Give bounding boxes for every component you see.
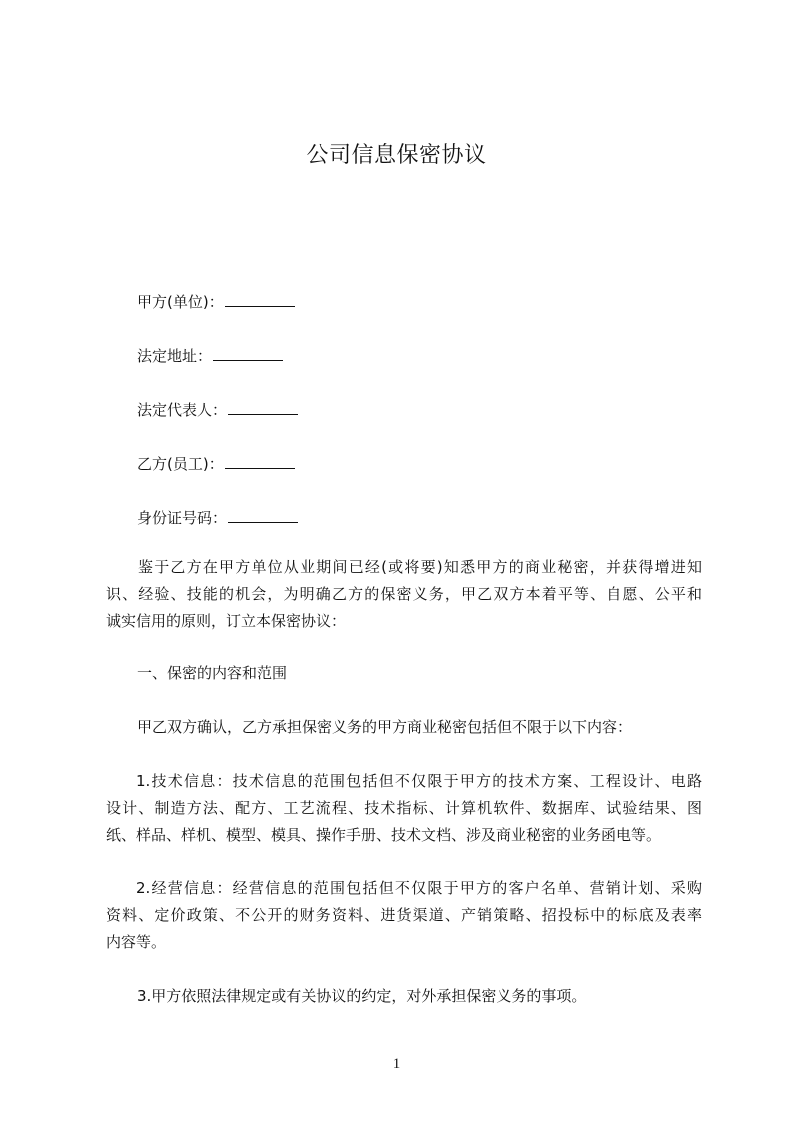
legal-representative-label: 法定代表人： (137, 401, 228, 419)
preamble-line: 诚实信用的原则，订立本保密协议： (106, 612, 347, 630)
legal-representative-blank (228, 400, 298, 415)
item-1-technical-info (106, 768, 702, 849)
preamble-paragraph (106, 554, 702, 635)
item-1-line: 1.技术信息：技术信息的范围包括但不仅限于甲方的技术方案、工程设计、电路 (136, 772, 702, 790)
preamble-line: 鉴于乙方在甲方单位从业期间已经(或将要)知悉甲方的商业秘密，并获得增进知 (138, 558, 702, 576)
item-2-line: 资料、定价政策、不公开的财务资料、进货渠道、产销策略、招投标中的标底及表率 (106, 906, 702, 924)
section-1-intro: 甲乙双方确认，乙方承担保密义务的甲方商业秘密包括但不限于以下内容： (137, 718, 633, 736)
party-a-blank (225, 292, 295, 307)
party-b-blank (225, 454, 295, 469)
document-title: 公司信息保密协议 (306, 143, 487, 168)
legal-representative-field (137, 398, 298, 422)
id-number-label: 身份证号码： (137, 509, 228, 527)
legal-address-blank (213, 346, 283, 361)
party-b-label: 乙方(员工)： (137, 455, 224, 473)
preamble-line: 识、经验、技能的机会，为明确乙方的保密义务，甲乙双方本着平等、自愿、公平和 (106, 585, 702, 603)
party-a-field (137, 290, 295, 314)
party-a-label: 甲方(单位)： (137, 293, 224, 311)
page-number: 1 (392, 1056, 401, 1072)
id-number-blank (228, 508, 298, 523)
section-1-heading: 一、保密的内容和范围 (137, 664, 288, 682)
item-2-line: 内容等。 (106, 933, 167, 951)
legal-address-label: 法定地址： (137, 347, 213, 365)
legal-address-field (137, 344, 283, 368)
item-1-line: 设计、制造方法、配方、工艺流程、技术指标、计算机软件、数据库、试验结果、图 (106, 799, 702, 817)
party-b-field (137, 452, 295, 476)
item-2-business-info (106, 875, 702, 956)
id-number-field (137, 506, 298, 530)
item-2-line: 2.经营信息：经营信息的范围包括但不仅限于甲方的客户名单、营销计划、采购 (136, 879, 702, 897)
item-1-line: 纸、样品、样机、模型、模具、操作手册、技术文档、涉及商业秘密的业务函电等。 (106, 826, 662, 844)
item-3-external-obligations: 3.甲方依照法律规定或有关协议的约定，对外承担保密义务的事项。 (137, 987, 587, 1005)
